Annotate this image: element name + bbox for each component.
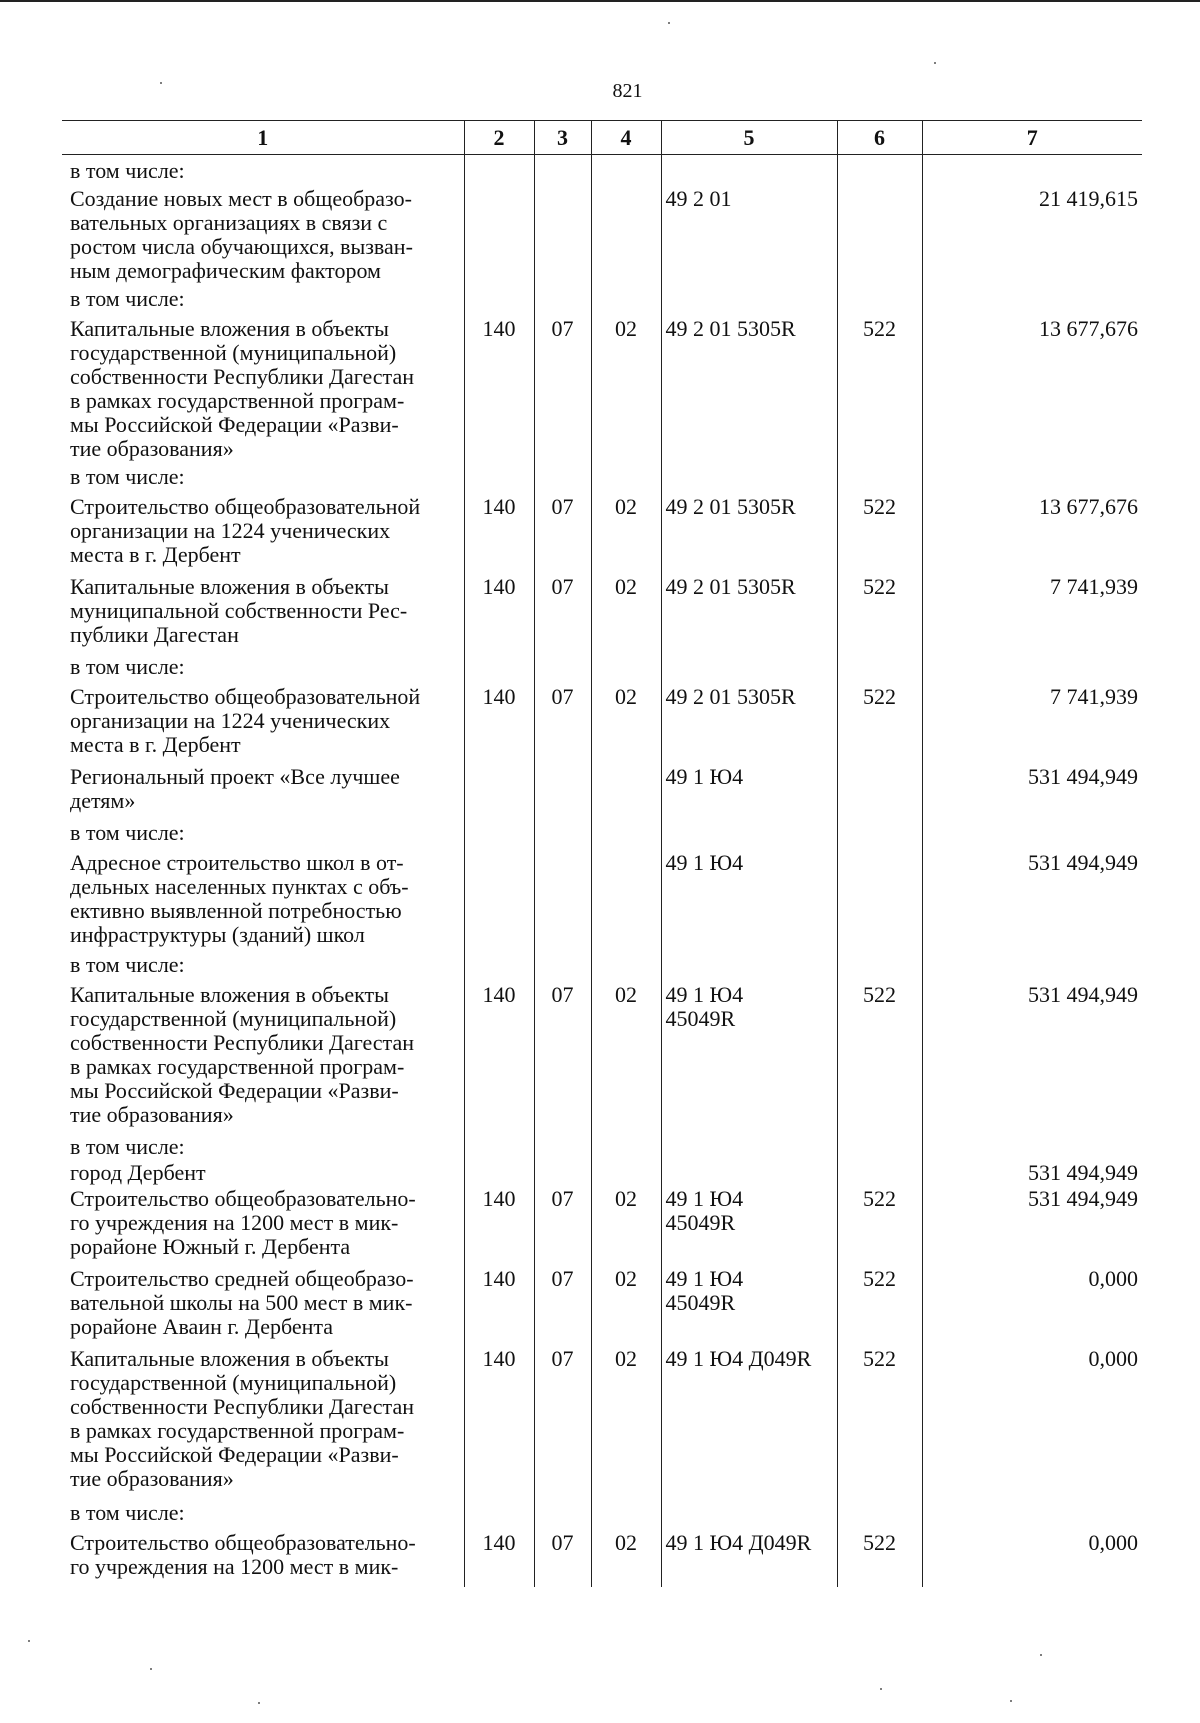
table-row xyxy=(62,183,1142,283)
cell-c2: 140 xyxy=(464,1525,534,1587)
cell-c1: Создание новых мест в общеобразо- вательных организациях в связи с ростом числа обучающихся, вызван- ным демографическим фактором xyxy=(70,186,413,283)
cell-c3 xyxy=(534,155,591,184)
cell-c6: 522 xyxy=(837,977,922,1131)
cell-c6 xyxy=(837,183,922,283)
cell-c2: 140 xyxy=(464,679,534,759)
cell-c2: 140 xyxy=(464,1185,534,1261)
cell-c2 xyxy=(464,1131,534,1159)
cell-c7: 7 741,939 xyxy=(922,569,1142,651)
header-col-2: 2 xyxy=(464,121,534,155)
cell-c4: 02 xyxy=(591,1525,661,1587)
cell-c4 xyxy=(591,283,661,311)
cell-c3: 07 xyxy=(534,569,591,651)
cell-c4: 02 xyxy=(591,1261,661,1341)
cell-c4 xyxy=(591,845,661,949)
cell-c2 xyxy=(464,651,534,679)
cell-c3 xyxy=(534,461,591,489)
budget-table xyxy=(62,120,1142,1587)
table-row xyxy=(62,1525,1142,1587)
cell-c7: 531 494,949 xyxy=(922,759,1142,817)
cell-c2 xyxy=(464,1159,534,1185)
cell-c2 xyxy=(464,759,534,817)
cell-c7 xyxy=(922,1495,1142,1525)
cell-c5: 49 2 01 5305R xyxy=(661,489,837,569)
cell-c1: Капитальные вложения в объекты государственной (муниципальной) собственности Республики Дагестан в рамках государственной програм- мы Российской Федерации «Разви- тие образования» xyxy=(70,316,414,461)
cell-c4 xyxy=(591,1131,661,1159)
cell-c3: 07 xyxy=(534,1341,591,1495)
cell-c2 xyxy=(464,845,534,949)
cell-c5: 49 1 Ю4 45049R xyxy=(661,1185,837,1261)
cell-c7 xyxy=(922,1131,1142,1159)
cell-c7: 0,000 xyxy=(922,1341,1142,1495)
cell-c6: 522 xyxy=(837,1525,922,1587)
cell-c4 xyxy=(591,651,661,679)
table-row xyxy=(62,1131,1142,1159)
cell-c5: 49 1 Ю4 Д049R xyxy=(661,1341,837,1495)
cell-c7: 531 494,949 xyxy=(922,845,1142,949)
cell-c5: 49 1 Ю4 Д049R xyxy=(661,1525,837,1587)
cell-c6 xyxy=(837,1495,922,1525)
cell-c1: Строительство общеобразовательно- го учреждения на 1200 мест в мик- рорайоне Южный г. Дербента xyxy=(70,1186,416,1259)
table-row xyxy=(62,489,1142,569)
cell-c3: 07 xyxy=(534,679,591,759)
cell-c1: в том числе: xyxy=(70,158,185,183)
cell-c4 xyxy=(591,817,661,845)
cell-c2 xyxy=(464,283,534,311)
cell-c6: 522 xyxy=(837,1185,922,1261)
cell-c2 xyxy=(464,1495,534,1525)
cell-c6 xyxy=(837,1159,922,1185)
table-row xyxy=(62,949,1142,977)
cell-c5: 49 1 Ю4 xyxy=(661,759,837,817)
header-row xyxy=(62,121,1142,155)
cell-c7: 531 494,949 xyxy=(922,1185,1142,1261)
table-row xyxy=(62,155,1142,184)
cell-c5 xyxy=(661,949,837,977)
header-col-7: 7 xyxy=(922,121,1142,155)
cell-c3: 07 xyxy=(534,1185,591,1261)
cell-c2: 140 xyxy=(464,311,534,461)
cell-c2: 140 xyxy=(464,489,534,569)
cell-c6: 522 xyxy=(837,679,922,759)
cell-c1: Строительство общеобразовательной организации на 1224 ученических места в г. Дербент xyxy=(70,494,421,567)
cell-c5 xyxy=(661,1495,837,1525)
cell-c1: в том числе: xyxy=(70,820,185,845)
cell-c3 xyxy=(534,183,591,283)
cell-c4 xyxy=(591,155,661,184)
cell-c1: Капитальные вложения в объекты государственной (муниципальной) собственности Республики Дагестан в рамках государственной програм- мы Российской Федерации «Разви- тие образования» xyxy=(70,982,414,1127)
cell-c5 xyxy=(661,1159,837,1185)
table-row xyxy=(62,845,1142,949)
cell-c2 xyxy=(464,183,534,283)
cell-c6 xyxy=(837,155,922,184)
table-row xyxy=(62,679,1142,759)
cell-c3 xyxy=(534,759,591,817)
table-row xyxy=(62,461,1142,489)
cell-c1: в том числе: xyxy=(70,654,185,679)
table-row xyxy=(62,1261,1142,1341)
cell-c3: 07 xyxy=(534,311,591,461)
cell-c4: 02 xyxy=(591,311,661,461)
cell-c2: 140 xyxy=(464,977,534,1131)
cell-c1: Строительство общеобразовательно- го учреждения на 1200 мест в мик- xyxy=(70,1530,416,1579)
cell-c5: 49 2 01 5305R xyxy=(661,679,837,759)
cell-c2 xyxy=(464,461,534,489)
cell-c1: Региональный проект «Все лучшее детям» xyxy=(70,764,400,813)
header-col-6: 6 xyxy=(837,121,922,155)
cell-c1: в том числе: xyxy=(70,1134,185,1159)
cell-c2: 140 xyxy=(464,569,534,651)
cell-c4: 02 xyxy=(591,569,661,651)
cell-c4 xyxy=(591,461,661,489)
cell-c6 xyxy=(837,461,922,489)
cell-c3: 07 xyxy=(534,1525,591,1587)
cell-c7: 13 677,676 xyxy=(922,311,1142,461)
cell-c4: 02 xyxy=(591,489,661,569)
table-row xyxy=(62,759,1142,817)
cell-c7 xyxy=(922,461,1142,489)
cell-c4 xyxy=(591,183,661,283)
page-number: 821 xyxy=(612,80,643,102)
cell-c5: 49 1 Ю4 xyxy=(661,845,837,949)
cell-c2 xyxy=(464,155,534,184)
cell-c7 xyxy=(922,651,1142,679)
cell-c3 xyxy=(534,283,591,311)
cell-c1: в том числе: xyxy=(70,286,185,311)
cell-c2 xyxy=(464,949,534,977)
cell-c3 xyxy=(534,651,591,679)
table-row xyxy=(62,651,1142,679)
cell-c6: 522 xyxy=(837,489,922,569)
cell-c1: Строительство общеобразовательной организации на 1224 ученических места в г. Дербент xyxy=(70,684,421,757)
table-row xyxy=(62,1185,1142,1261)
cell-c3 xyxy=(534,949,591,977)
cell-c2 xyxy=(464,817,534,845)
cell-c6 xyxy=(837,1131,922,1159)
table-row xyxy=(62,977,1142,1131)
cell-c7 xyxy=(922,949,1142,977)
cell-c1: в том числе: xyxy=(70,1500,185,1525)
cell-c5 xyxy=(661,1131,837,1159)
cell-c7: 0,000 xyxy=(922,1261,1142,1341)
cell-c3: 07 xyxy=(534,1261,591,1341)
cell-c7: 13 677,676 xyxy=(922,489,1142,569)
cell-c6: 522 xyxy=(837,311,922,461)
scan-top-border xyxy=(0,0,1200,2)
cell-c5: 49 2 01 xyxy=(661,183,837,283)
cell-c4 xyxy=(591,949,661,977)
cell-c2: 140 xyxy=(464,1261,534,1341)
cell-c5 xyxy=(661,651,837,679)
cell-c6 xyxy=(837,283,922,311)
cell-c6 xyxy=(837,817,922,845)
cell-c7: 0,000 xyxy=(922,1525,1142,1587)
cell-c4 xyxy=(591,1495,661,1525)
cell-c7 xyxy=(922,283,1142,311)
cell-c3: 07 xyxy=(534,489,591,569)
cell-c1: Адресное строительство школ в от- дельных населенных пунктах с объ- ективно выявленной потребностью инфраструктуры (зданий) школ xyxy=(70,850,409,947)
cell-c1: Капитальные вложения в объекты государственной (муниципальной) собственности Республики Дагестан в рамках государственной програм- мы Российской Федерации «Разви- тие образования» xyxy=(70,1346,414,1491)
cell-c5 xyxy=(661,155,837,184)
cell-c7: 531 494,949 xyxy=(922,977,1142,1131)
cell-c5 xyxy=(661,283,837,311)
cell-c3 xyxy=(534,817,591,845)
table-row xyxy=(62,569,1142,651)
cell-c5 xyxy=(661,817,837,845)
cell-c5: 49 2 01 5305R xyxy=(661,311,837,461)
cell-c6 xyxy=(837,651,922,679)
cell-c6 xyxy=(837,949,922,977)
cell-c1: в том числе: xyxy=(70,952,185,977)
cell-c4 xyxy=(591,759,661,817)
table-row xyxy=(62,311,1142,461)
cell-c6 xyxy=(837,759,922,817)
cell-c5 xyxy=(661,461,837,489)
table-row xyxy=(62,283,1142,311)
header-col-5: 5 xyxy=(661,121,837,155)
table-row xyxy=(62,1341,1142,1495)
header-col-3: 3 xyxy=(534,121,591,155)
cell-c3 xyxy=(534,1495,591,1525)
cell-c6: 522 xyxy=(837,1341,922,1495)
cell-c7: 531 494,949 xyxy=(922,1159,1142,1185)
cell-c3 xyxy=(534,1131,591,1159)
cell-c4: 02 xyxy=(591,679,661,759)
cell-c6: 522 xyxy=(837,569,922,651)
cell-c1: город Дербент xyxy=(70,1160,206,1185)
cell-c4: 02 xyxy=(591,977,661,1131)
cell-c7: 21 419,615 xyxy=(922,183,1142,283)
cell-c1: Капитальные вложения в объекты муниципальной собственности Рес- публики Дагестан xyxy=(70,574,408,647)
cell-c6 xyxy=(837,845,922,949)
table-row xyxy=(62,1495,1142,1525)
table-row xyxy=(62,1159,1142,1185)
cell-c7 xyxy=(922,155,1142,184)
cell-c1: Строительство средней общеобразо- вательной школы на 500 мест в мик- рорайоне Аваин г. Дербента xyxy=(70,1266,414,1339)
header-col-1: 1 xyxy=(62,121,464,155)
cell-c5: 49 1 Ю4 45049R xyxy=(661,977,837,1131)
cell-c5: 49 2 01 5305R xyxy=(661,569,837,651)
cell-c4: 02 xyxy=(591,1185,661,1261)
cell-c1: в том числе: xyxy=(70,464,185,489)
cell-c7: 7 741,939 xyxy=(922,679,1142,759)
cell-c3 xyxy=(534,1159,591,1185)
table-row xyxy=(62,817,1142,845)
cell-c5: 49 1 Ю4 45049R xyxy=(661,1261,837,1341)
header-col-4: 4 xyxy=(591,121,661,155)
cell-c2: 140 xyxy=(464,1341,534,1495)
cell-c4 xyxy=(591,1159,661,1185)
cell-c3 xyxy=(534,845,591,949)
cell-c7 xyxy=(922,817,1142,845)
cell-c6: 522 xyxy=(837,1261,922,1341)
cell-c4: 02 xyxy=(591,1341,661,1495)
cell-c3: 07 xyxy=(534,977,591,1131)
